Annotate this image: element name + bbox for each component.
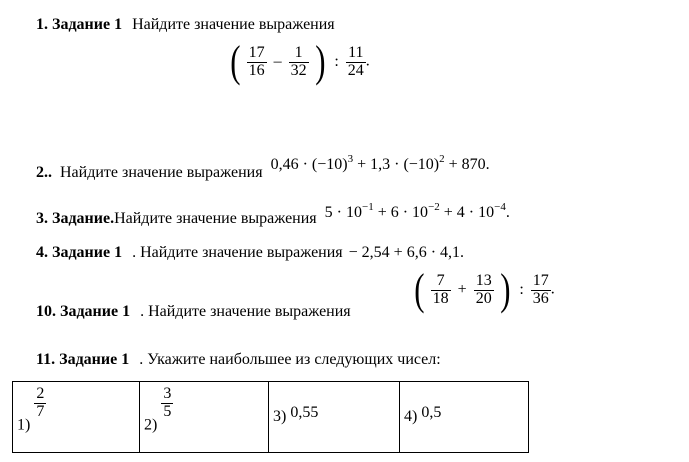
option-3: 3) 0,55 <box>269 382 400 453</box>
t1-num-1: 17 <box>248 43 265 61</box>
t10-num-2: 13 <box>475 271 492 289</box>
task-4-number: 4. Задание 1 <box>36 244 123 261</box>
task-1-number: 1. Задание 1 <box>36 16 123 33</box>
option-1: 1) $\frac{2}{7}$ <box>13 382 140 453</box>
task-2-expression: $0,46 \cdot (-10)^3 + 1,3 \cdot (-10)^2 + 870$. <box>270 153 490 173</box>
task-1-line <box>36 16 335 34</box>
task-2-number: 2.. <box>36 164 52 181</box>
task-1-text: Найдите значение выражения <box>132 16 335 33</box>
task-11-number: 11. Задание 1 <box>36 351 130 368</box>
t1-den-2: 32 <box>290 61 307 79</box>
task-4-expression: − 2,54 + 6,6 · 4,1. <box>348 244 465 261</box>
t10-num-3: 17 <box>532 271 549 289</box>
task-10-text: . Найдите значение выражения <box>140 303 351 320</box>
task-10-line <box>36 303 351 321</box>
t10-den-2: 20 <box>475 289 492 307</box>
option-4: 4) 0,5 <box>400 382 529 453</box>
option-2-fraction: $\frac{3}{5}$ <box>163 384 172 420</box>
task-3-text: Найдите значение выражения <box>114 210 317 227</box>
task-10-number: 10. Задание 1 <box>36 303 131 320</box>
task-4-line <box>36 244 464 262</box>
task-10-expression: ( $\frac{7}{18}$ + $\frac{13}{20}$ ) : $\frac{17}{36}$ . <box>414 265 555 314</box>
t10-num-1: 7 <box>431 273 451 291</box>
task-2-line <box>36 153 490 182</box>
task-3-expression: $5 \cdot 10^{-1} + 6 \cdot 10^{-2} + 4 \cdot 10^{-4}$. <box>324 201 510 221</box>
option-1-fraction: $\frac{2}{7}$ <box>36 384 45 420</box>
task-1-expression: ( $\frac{17}{16}$ – $\frac{1}{32}$ ) : $\frac{11}{24}$ . <box>230 37 370 86</box>
answer-options-table <box>12 381 529 453</box>
task-11-text: . Укажите наибольшее из следующих чисел: <box>139 351 441 368</box>
t1-num-2: 1 <box>289 45 309 63</box>
task-4-text: . Найдите значение выражения <box>132 244 343 261</box>
t1-den-1: 16 <box>248 61 265 79</box>
t1-num-3: 11 <box>346 45 366 63</box>
t1-den-3: 24 <box>347 61 364 79</box>
task-3-line <box>36 201 510 228</box>
t10-den-3: 36 <box>532 289 549 307</box>
option-2: 2) $\frac{3}{5}$ <box>140 382 269 453</box>
task-11-line <box>36 351 441 369</box>
task-2-text: Найдите значение выражения <box>60 164 263 181</box>
t10-den-1: 18 <box>432 289 449 307</box>
task-3-number: 3. Задание. <box>36 210 115 227</box>
